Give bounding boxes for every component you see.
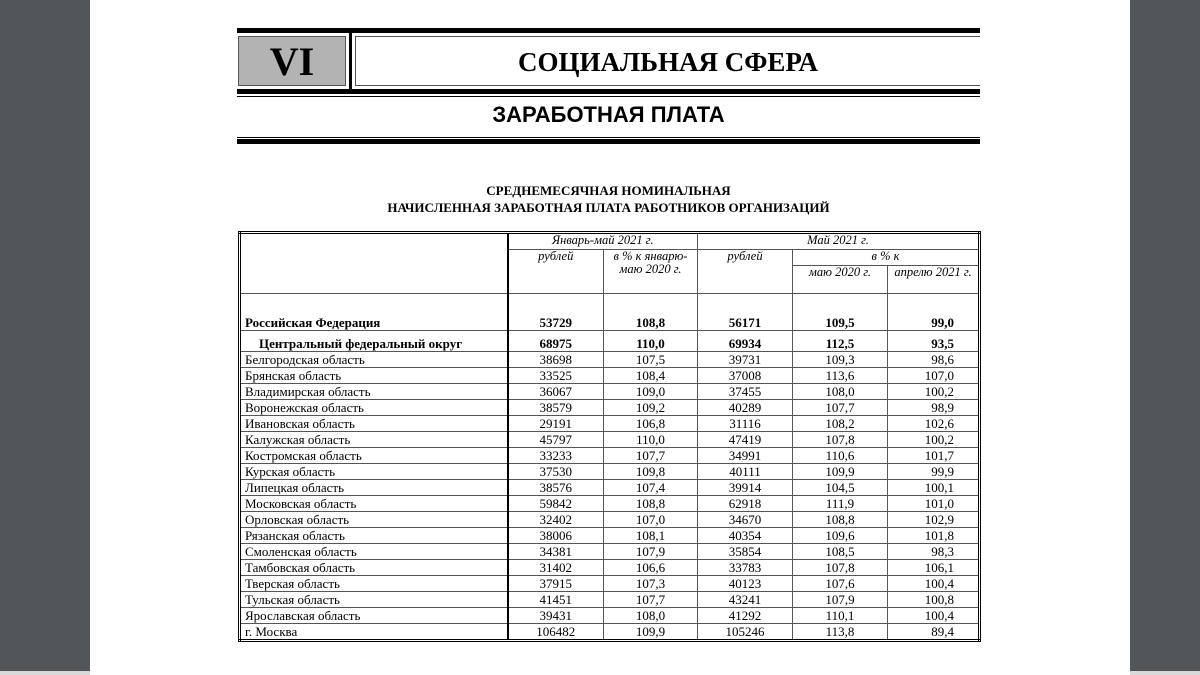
value-cell: 98,3 <box>888 544 980 560</box>
value-cell: 99,9 <box>888 464 980 480</box>
value-cell: 37530 <box>508 464 604 480</box>
value-cell: 41451 <box>508 592 604 608</box>
value-cell: 100,4 <box>888 608 980 624</box>
header-empty <box>240 233 508 294</box>
region-name: Ярославская область <box>240 608 508 624</box>
value-cell: 107,7 <box>793 400 888 416</box>
chapter-title: СОЦИАЛЬНАЯ СФЕРА <box>355 36 980 86</box>
value-cell: 40123 <box>698 576 793 592</box>
value-cell: 99,0 <box>888 294 980 331</box>
value-cell: 38579 <box>508 400 604 416</box>
value-cell: 109,2 <box>604 400 698 416</box>
value-cell: 34381 <box>508 544 604 560</box>
value-cell: 107,4 <box>604 480 698 496</box>
value-cell: 38698 <box>508 352 604 368</box>
region-name: Ивановская область <box>240 416 508 432</box>
table-row <box>240 368 980 384</box>
region-name: Костромская область <box>240 448 508 464</box>
value-cell: 37008 <box>698 368 793 384</box>
salary-table <box>238 231 981 642</box>
value-cell: 113,8 <box>793 624 888 641</box>
table-row <box>240 294 980 331</box>
value-cell: 107,8 <box>793 432 888 448</box>
value-cell: 40354 <box>698 528 793 544</box>
value-cell: 98,6 <box>888 352 980 368</box>
value-cell: 109,9 <box>604 624 698 641</box>
value-cell: 109,5 <box>793 294 888 331</box>
value-cell: 108,0 <box>793 384 888 400</box>
value-cell: 110,0 <box>604 432 698 448</box>
table-row <box>240 576 980 592</box>
value-cell: 40111 <box>698 464 793 480</box>
region-name: Орловская область <box>240 512 508 528</box>
value-cell: 106,1 <box>888 560 980 576</box>
table-row <box>240 560 980 576</box>
region-name: Брянская область <box>240 368 508 384</box>
value-cell: 112,5 <box>793 331 888 352</box>
value-cell: 106,6 <box>604 560 698 576</box>
value-cell: 39731 <box>698 352 793 368</box>
header-rub-2: рублей <box>698 250 793 294</box>
value-cell: 33233 <box>508 448 604 464</box>
value-cell: 41292 <box>698 608 793 624</box>
table-title-line-2: НАЧИСЛЕННАЯ ЗАРАБОТНАЯ ПЛАТА РАБОТНИКОВ ОРГАНИЗАЦИЙ <box>387 200 830 215</box>
region-name: Московская область <box>240 496 508 512</box>
value-cell: 107,8 <box>793 560 888 576</box>
value-cell: 33783 <box>698 560 793 576</box>
region-name: Тамбовская область <box>240 560 508 576</box>
region-name: Тверская область <box>240 576 508 592</box>
value-cell: 33525 <box>508 368 604 384</box>
value-cell: 108,0 <box>604 608 698 624</box>
value-cell: 89,4 <box>888 624 980 641</box>
value-cell: 101,8 <box>888 528 980 544</box>
value-cell: 113,6 <box>793 368 888 384</box>
table-row <box>240 416 980 432</box>
value-cell: 108,8 <box>604 294 698 331</box>
value-cell: 107,3 <box>604 576 698 592</box>
value-cell: 37455 <box>698 384 793 400</box>
value-cell: 107,0 <box>604 512 698 528</box>
value-cell: 59842 <box>508 496 604 512</box>
value-cell: 35854 <box>698 544 793 560</box>
header-period-jan-may: Январь-май 2021 г. <box>508 233 698 250</box>
value-cell: 107,9 <box>793 592 888 608</box>
table-row <box>240 432 980 448</box>
region-name: Тульская область <box>240 592 508 608</box>
value-cell: 93,5 <box>888 331 980 352</box>
value-cell: 38576 <box>508 480 604 496</box>
value-cell: 43241 <box>698 592 793 608</box>
table-row <box>240 384 980 400</box>
region-name: Российская Федерация <box>240 294 508 331</box>
value-cell: 69934 <box>698 331 793 352</box>
value-cell: 109,0 <box>604 384 698 400</box>
header-pct-apr-2021: апрелю 2021 г. <box>888 266 980 294</box>
value-cell: 34670 <box>698 512 793 528</box>
value-cell: 39914 <box>698 480 793 496</box>
table-row <box>240 528 980 544</box>
value-cell: 108,2 <box>793 416 888 432</box>
value-cell: 31402 <box>508 560 604 576</box>
value-cell: 38006 <box>508 528 604 544</box>
value-cell: 40289 <box>698 400 793 416</box>
value-cell: 107,7 <box>604 592 698 608</box>
value-cell: 109,9 <box>793 464 888 480</box>
value-cell: 107,7 <box>604 448 698 464</box>
value-cell: 56171 <box>698 294 793 331</box>
value-cell: 101,0 <box>888 496 980 512</box>
value-cell: 37915 <box>508 576 604 592</box>
value-cell: 31116 <box>698 416 793 432</box>
value-cell: 109,8 <box>604 464 698 480</box>
region-name: Рязанская область <box>240 528 508 544</box>
value-cell: 104,5 <box>793 480 888 496</box>
table-row <box>240 480 980 496</box>
region-name: Курская область <box>240 464 508 480</box>
value-cell: 111,9 <box>793 496 888 512</box>
table-row <box>240 608 980 624</box>
value-cell: 100,4 <box>888 576 980 592</box>
value-cell: 32402 <box>508 512 604 528</box>
table-row <box>240 624 980 641</box>
value-cell: 39431 <box>508 608 604 624</box>
value-cell: 107,0 <box>888 368 980 384</box>
header-period-may: Май 2021 г. <box>698 233 980 250</box>
value-cell: 110,0 <box>604 331 698 352</box>
value-cell: 108,1 <box>604 528 698 544</box>
value-cell: 109,3 <box>793 352 888 368</box>
table-row <box>240 464 980 480</box>
header-pct-1: в % к январю-маю 2020 г. <box>604 250 698 294</box>
value-cell: 98,9 <box>888 400 980 416</box>
value-cell: 68975 <box>508 331 604 352</box>
value-cell: 47419 <box>698 432 793 448</box>
value-cell: 107,9 <box>604 544 698 560</box>
value-cell: 110,1 <box>793 608 888 624</box>
value-cell: 107,6 <box>793 576 888 592</box>
value-cell: 108,4 <box>604 368 698 384</box>
table-row <box>240 592 980 608</box>
region-name: Смоленская область <box>240 544 508 560</box>
value-cell: 100,8 <box>888 592 980 608</box>
value-cell: 101,7 <box>888 448 980 464</box>
value-cell: 110,6 <box>793 448 888 464</box>
table-row <box>240 496 980 512</box>
value-cell: 29191 <box>508 416 604 432</box>
header-rub-1: рублей <box>508 250 604 294</box>
rule <box>237 96 980 97</box>
value-cell: 45797 <box>508 432 604 448</box>
region-name: г. Москва <box>240 624 508 641</box>
table-row <box>240 544 980 560</box>
chapter-number: VI <box>238 36 346 86</box>
value-cell: 108,8 <box>604 496 698 512</box>
value-cell: 100,2 <box>888 384 980 400</box>
value-cell: 107,5 <box>604 352 698 368</box>
value-cell: 105246 <box>698 624 793 641</box>
rule <box>237 139 980 144</box>
table-row <box>240 448 980 464</box>
divider <box>349 33 352 89</box>
value-cell: 53729 <box>508 294 604 331</box>
header-pct-may-2020: маю 2020 г. <box>793 266 888 294</box>
value-cell: 62918 <box>698 496 793 512</box>
region-name: Владимирская область <box>240 384 508 400</box>
header-pct-2: в % к <box>793 250 980 266</box>
value-cell: 106482 <box>508 624 604 641</box>
value-cell: 108,5 <box>793 544 888 560</box>
value-cell: 34991 <box>698 448 793 464</box>
rule <box>237 89 980 94</box>
region-name: Центральный федеральный округ <box>240 331 508 352</box>
rule <box>237 137 980 138</box>
value-cell: 108,8 <box>793 512 888 528</box>
table-title-line-1: СРЕДНЕМЕСЯЧНАЯ НОМИНАЛЬНАЯ <box>486 183 731 198</box>
region-name: Белгородская область <box>240 352 508 368</box>
table-row <box>240 512 980 528</box>
table-row <box>240 331 980 352</box>
value-cell: 36067 <box>508 384 604 400</box>
region-name: Воронежская область <box>240 400 508 416</box>
value-cell: 109,6 <box>793 528 888 544</box>
value-cell: 100,1 <box>888 480 980 496</box>
value-cell: 100,2 <box>888 432 980 448</box>
table-row <box>240 400 980 416</box>
value-cell: 106,8 <box>604 416 698 432</box>
document-page <box>90 0 1130 675</box>
value-cell: 102,9 <box>888 512 980 528</box>
region-name: Липецкая область <box>240 480 508 496</box>
table-row <box>240 352 980 368</box>
section-title: ЗАРАБОТНАЯ ПЛАТА <box>492 102 725 127</box>
value-cell: 102,6 <box>888 416 980 432</box>
region-name: Калужская область <box>240 432 508 448</box>
